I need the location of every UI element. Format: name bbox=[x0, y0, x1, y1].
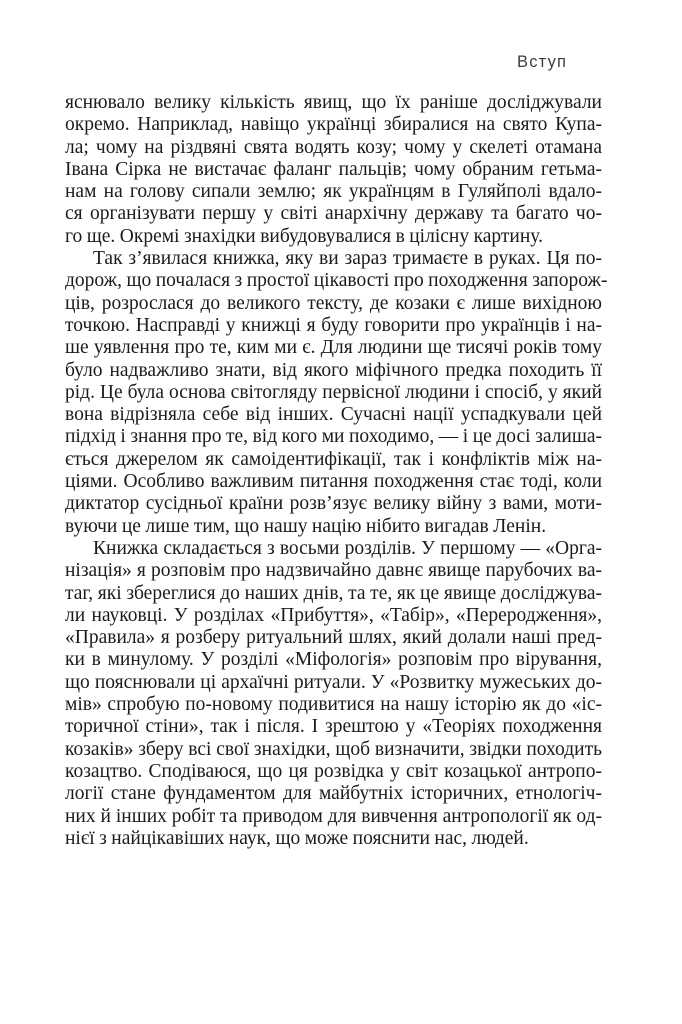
body-text bbox=[65, 92, 608, 850]
text-line: Книжка складається з восьми розділів. У першому — «Орга- bbox=[93, 537, 602, 559]
text-line: го ще. Окремі знахідки вибудовувалися в цілісну картину. bbox=[65, 225, 543, 247]
text-line: ціями. Особливо важливим питання походження стає тоді, коли bbox=[65, 471, 602, 493]
text-line: ки в минулому. У розділі «Міфологія» розповім про вірування, bbox=[65, 649, 602, 671]
text-line: диктатор сусідньої країни розв’язує велику війну з вами, моти- bbox=[65, 493, 602, 515]
text-line: «Правила» я розберу ритуальний шлях, який долали наші пред- bbox=[65, 627, 602, 649]
text-line: точкою. Насправді у книжці я буду говорити про українців і на- bbox=[65, 314, 602, 336]
text-line: ла; чому на різдвяні свята водять козу; чому у скелеті отамана bbox=[65, 136, 602, 158]
text-line: торичної стіни», так і після. І зрештою у «Теоріях походження bbox=[65, 716, 602, 738]
text-line: нам на голову сипали землю; як українцям в Гуляйполі вдало- bbox=[65, 181, 602, 203]
text-line: логії стане фундаментом для майбутніх історичних, етнологіч- bbox=[65, 783, 602, 805]
text-line: Івана Сірка не вистачає фаланг пальців; чому обраним гетьма- bbox=[65, 158, 602, 180]
paragraph bbox=[65, 248, 608, 538]
paragraph bbox=[65, 538, 602, 850]
text-line: ців, розрослася до великого тексту, де козаки є лише вихідною bbox=[65, 292, 602, 314]
text-line: ся організувати першу у світі анархічну державу та багато чо- bbox=[65, 203, 602, 225]
text-line: козацтво. Сподіваюся, що ця розвідка у світ козацької антропо- bbox=[65, 760, 602, 782]
text-line: вона відрізняла себе від інших. Сучасні нації успадкували цей bbox=[65, 404, 602, 426]
text-line: мів» спробую по-новому подивитися на нашу історію як до «іс- bbox=[65, 694, 602, 716]
text-line: вуючи це лише тим, що нашу націю нібито вигадав Ленін. bbox=[65, 515, 547, 537]
text-line: підхід і знання про те, від кого ми походимо, — і це досі залиша- bbox=[65, 426, 602, 448]
text-line: ше уявлення про те, ким ми є. Для людини ще тисячі років тому bbox=[65, 337, 602, 359]
text-line: них й інших робіт та приводом для вивчення антропології як од- bbox=[65, 805, 602, 827]
text-line: дорож, що почалася з простої цікавості про походження запорож- bbox=[65, 270, 608, 292]
text-line: таг, які збереглися до наших днів, та те, як це явище досліджува- bbox=[65, 582, 602, 604]
running-head: Вступ bbox=[517, 53, 568, 71]
text-line: козаків» зберу всі свої знахідки, щоб визначити, звідки походить bbox=[65, 738, 602, 760]
text-line: що пояснювали ці архаїчні ритуали. У «Розвитку мужеських до- bbox=[65, 671, 602, 693]
text-line: було надважливо знати, від якого міфічного предка походить її bbox=[65, 359, 602, 381]
paragraph bbox=[65, 92, 602, 248]
text-line: рід. Це була основа світогляду первісної людини і спосіб, у який bbox=[65, 381, 602, 403]
text-line: нізація» я розповім про надзвичайно давнє явище парубочих ва- bbox=[65, 560, 602, 582]
text-line: ли науковці. У розділах «Прибуття», «Табір», «Переродження», bbox=[65, 604, 602, 626]
text-line: Так з’явилася книжка, яку ви зараз тримаєте в руках. Ця по- bbox=[93, 248, 602, 270]
text-line: нієї з найцікавіших наук, що може пояснити нас, людей. bbox=[65, 827, 529, 849]
text-line: окремо. Наприклад, навіщо українці збиралися на свято Купа- bbox=[65, 114, 602, 136]
text-line: яснювало велику кількість явищ, що їх раніше досліджували bbox=[65, 92, 602, 113]
text-line: ється джерелом як самоідентифікації, так і конфліктів між на- bbox=[65, 448, 602, 470]
